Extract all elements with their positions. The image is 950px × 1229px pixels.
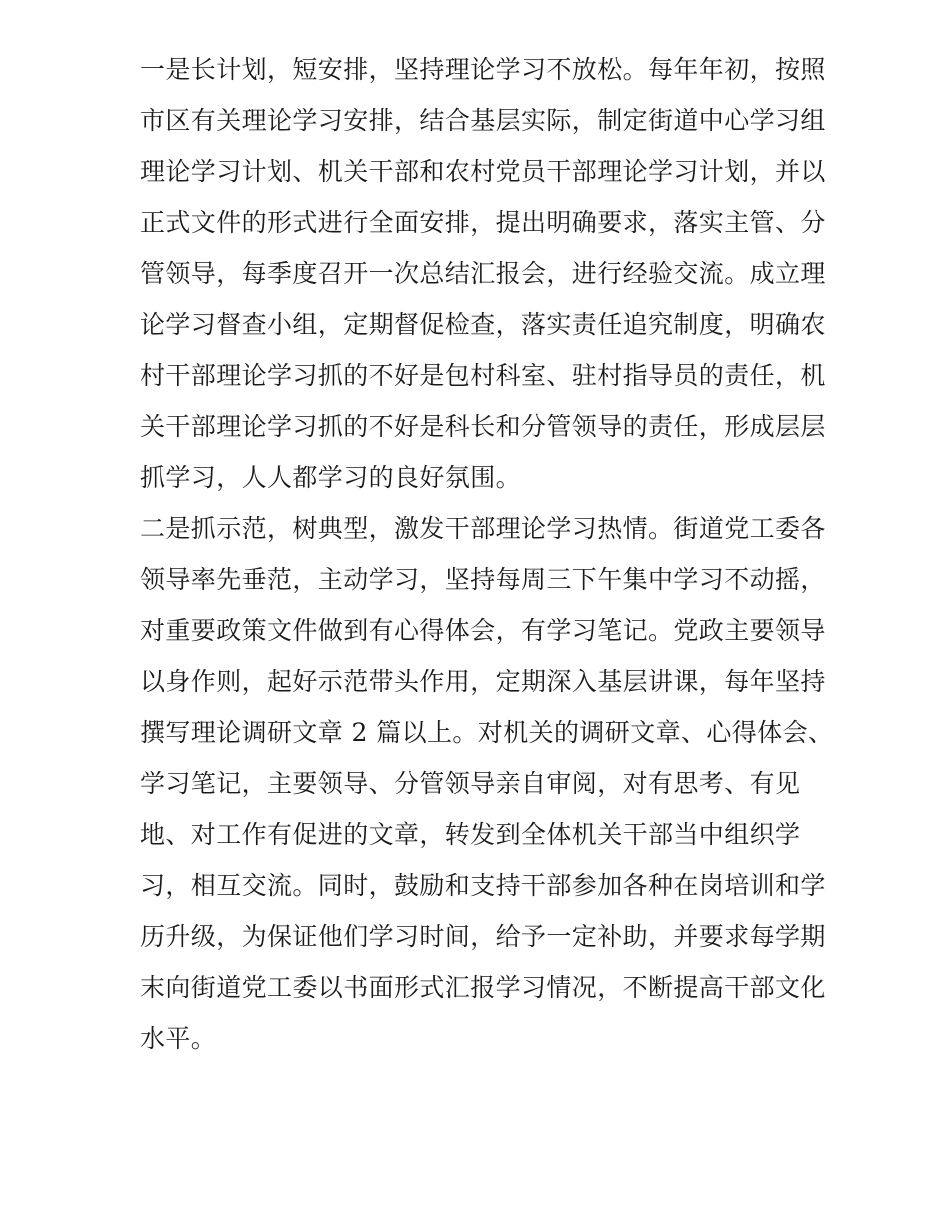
text-line: 领导率先垂范，主动学习，坚持每周三下午集中学习不动摇， [140, 565, 826, 594]
text-line: 学习笔记，主要领导、分管领导亲自审阅，对有思考、有见 [140, 769, 801, 798]
text-line: 撰写理论调研文章 2 篇以上。对机关的调研文章、心得体会、 [140, 718, 834, 747]
text-line: 历升级，为保证他们学习时间，给予一定补助，并要求每学期 [140, 922, 826, 951]
text-line: 论学习督查小组，定期督促检查，落实责任追究制度，明确农 [140, 310, 826, 339]
text-line: 正式文件的形式进行全面安排，提出明确要求，落实主管、分 [140, 208, 826, 237]
text-line: 以身作则，起好示范带头作用，定期深入基层讲课，每年坚持 [140, 667, 826, 696]
text-line: 二是抓示范，树典型，激发干部理论学习热情。街道党工委各 [140, 514, 826, 543]
text-line: 一是长计划，短安排，坚持理论学习不放松。每年年初，按照 [140, 55, 826, 84]
text-line: 管领导，每季度召开一次总结汇报会，进行经验交流。成立理 [140, 259, 826, 288]
text-line: 习，相互交流。同时，鼓励和支持干部参加各种在岗培训和学 [140, 871, 826, 900]
text-line: 关干部理论学习抓的不好是科长和分管领导的责任，形成层层 [140, 412, 826, 441]
text-line: 村干部理论学习抓的不好是包村科室、驻村指导员的责任，机 [140, 361, 826, 390]
paragraph-demonstration [140, 503, 834, 1064]
text-line: 末向街道党工委以书面形式汇报学习情况，不断提高干部文化 [140, 973, 826, 1002]
text-line: 水平。 [140, 1024, 217, 1053]
paragraph-long-term-planning [140, 44, 826, 503]
text-line: 对重要政策文件做到有心得体会，有学习笔记。党政主要领导 [140, 616, 826, 645]
text-line: 地、对工作有促进的文章，转发到全体机关干部当中组织学 [140, 820, 801, 849]
text-line: 抓学习，人人都学习的良好氛围。 [140, 463, 522, 492]
text-line: 市区有关理论学习安排，结合基层实际，制定街道中心学习组 [140, 106, 826, 135]
text-line: 理论学习计划、机关干部和农村党员干部理论学习计划，并以 [140, 157, 826, 186]
document-body [140, 44, 834, 1064]
